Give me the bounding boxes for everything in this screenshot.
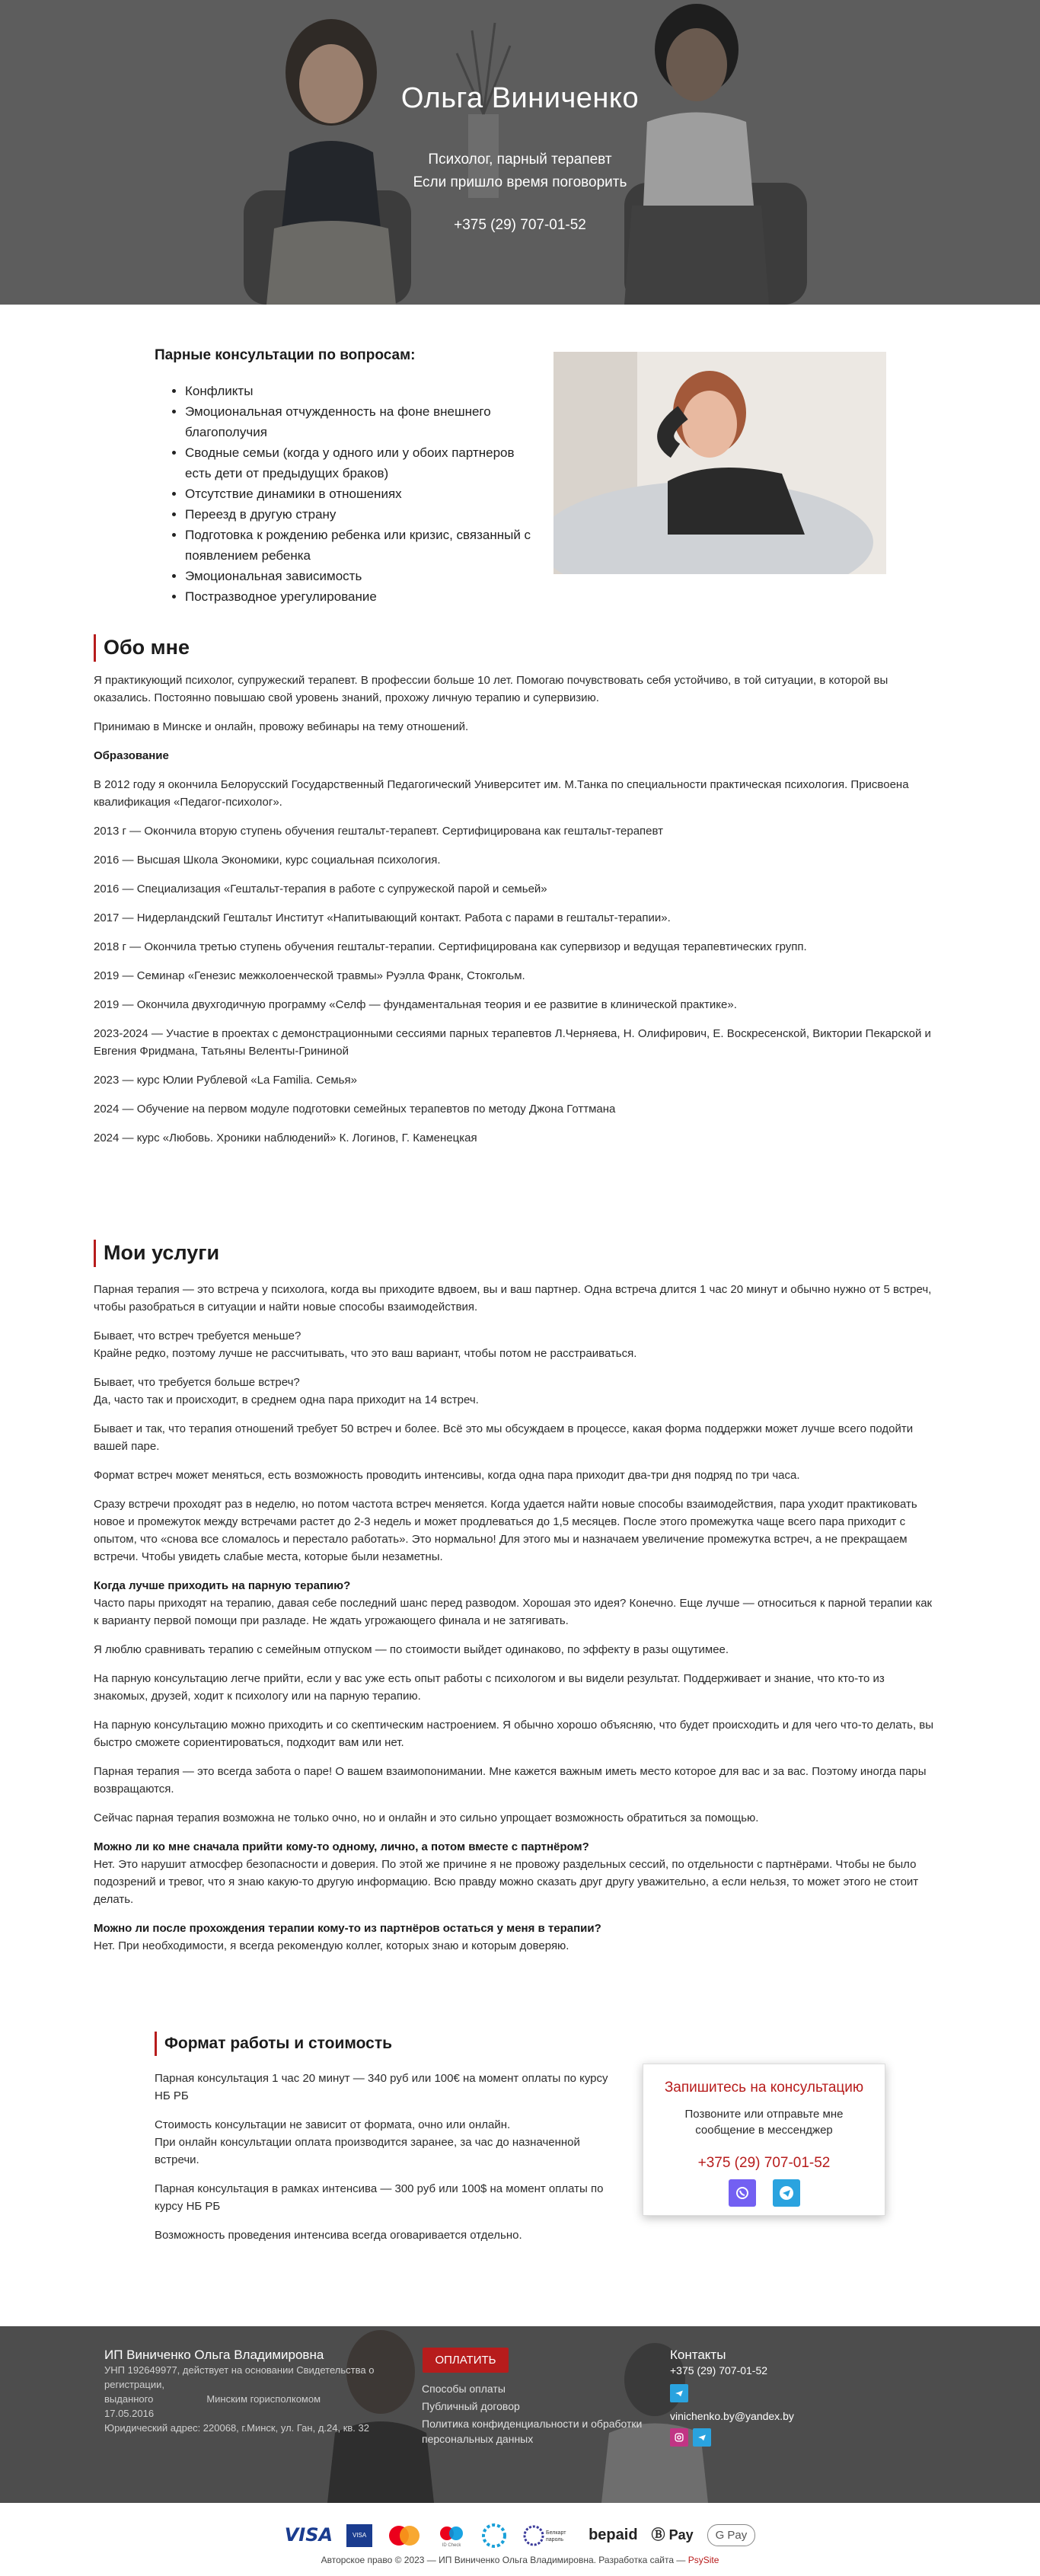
services-faq: Бывает, что встреч требуется меньше? Крайне редко, поэтому лучше не рассчитывать, что это ваш вариант, чтобы потом не расстраиваться. [94,1329,637,1360]
list-item: • Отсутствие динамики в отношениях [185,484,543,504]
list-item: • Сводные семьи (когда у одного или у обоих партнеров есть дети от предыдущих браков) [185,442,543,484]
hero-phone-link[interactable]: +375 (29) 707-01-52 [454,216,586,233]
copyright: Авторское право © 2023 — ИП Виниченко Ольга Владимировна. Разработка сайта — PsySite [321,2555,719,2565]
format-paragraph: Парная консультация 1 час 20 минут — 340 руб или 100€ на момент оплаты по курсу НБ РБ [155,2072,608,2102]
about-text [94,672,939,1158]
consult-title: Парные консультации по вопросам: [155,347,416,363]
telegram-icon[interactable] [693,2428,711,2447]
hero-tagline: Если пришло время поговорить [413,174,627,190]
content-area [0,632,1040,2326]
services-paragraph: Сразу встречи проходят раз в неделю, но потом частота встреч меняется. Когда удается найти новые способы взаимодействия, пара уходит практиковать новое и промежуток между встречами растет до 2-3 недель и может продлеваться до 1,5 месяцев. После этого промежутка чаще всего пара приходит с опытом, что «снова все сломалось и перестало работать». Это нормально! Для этого мы и назначаем увеличение промежутка встреч, а не прекращаем встречи. Чтобы увидеть слабые места, которые были незаметны. [94,1498,917,1563]
svg-text:ID Check: ID Check [442,2542,461,2547]
booking-phone-link[interactable]: +375 (29) 707-01-52 [697,2155,831,2172]
education-item: В 2012 году я окончила Белорусский Государственный Педагогический Университет им. М.Танка по специальности практическая психология. Присвоена квалификация «Педагог-психолог». [94,778,909,809]
footer-company: ИП Виниченко Ольга Владимировна УНП 192649977, действует на основании Свидетельства о регистрации, выданного Минским горисполкомом 17.05.2016 Юридический адрес: 220068, г.Минск, ул. Ган, д.24, кв. 32 [104,2348,375,2434]
education-item: 2019 — Окончила двухгодичную программу «Селф — фундаментальная теория и ее развитие в клинической практике». [94,998,737,1011]
messenger-icons [643,2179,885,2207]
education-item: 2016 — Специализация «Гештальт-терапия в работе с супружеской парой и семьей» [94,883,547,895]
svg-text:пароль: пароль [546,2536,564,2542]
instagram-icon[interactable] [670,2428,688,2447]
format-paragraph: Возможность проведения интенсива всегда оговаривается отдельно. [155,2229,522,2242]
education-item: 2023 — курс Юлии Рублевой «La Familia. Семья» [94,1074,357,1087]
about-location: Принимаю в Минске и онлайн, провожу вебинары на тему отношений. [94,720,469,733]
viber-icon[interactable] [729,2179,756,2207]
hero-subtitle: Психолог, парный терапевт [428,151,612,168]
belkart-internet-logo [522,2522,575,2549]
footer-email[interactable]: vinichenko.by@yandex.by [670,2410,794,2422]
services-text [94,1281,939,1966]
consult-list [185,381,543,607]
booking-card [643,2064,885,2216]
list-item: • Подготовка к рождению ребенка или кризис, связанный с появлением ребенка [185,525,543,566]
payment-logos [0,2521,1040,2549]
pay-logo: Ⓑ Pay [651,2527,694,2542]
hero-content [0,76,1040,236]
services-paragraph: Парная терапия — это встреча у психолога, когда вы приходите вдвоем, вы и ваш партнер. Одна встреча длится 1 час 20 минут и обычно нужно от 5 встреч, чтобы разобраться в ситуации и найти новые способы взаимодействия. [94,1283,932,1314]
consult-section [0,305,1040,632]
education-heading: Образование [94,749,169,762]
telegram-icon[interactable] [670,2384,688,2402]
bepaid-logo: bepaid [589,2527,638,2544]
telegram-icon[interactable] [773,2179,800,2207]
format-paragraph: Стоимость консультации не зависит от формата, очно или онлайн. При онлайн консультации оплата производится заранее, за час до назначенной встречи. [155,2118,580,2166]
developer-link[interactable]: PsySite [687,2555,719,2565]
education-item: 2023-2024 — Участие в проектах с демонстрационными сессиями парных терапевтов Л.Черняева, Н. Олифирович, Е. Воскресенской, Виктории Пекарской и Евгения Фридмана, Татьяны Веленты-Грининой [94,1027,931,1058]
list-item: • Конфликты [185,381,543,401]
education-item: 2017 — Нидерландский Гештальт Институт «Напитывающий контакт. Работа с парами в гештальт-терапии». [94,911,671,924]
education-item: 2024 — курс «Любовь. Хроники наблюдений» К. Логинов, Г. Каменецкая [94,1132,477,1144]
google-pay-logo: G Pay [707,2524,756,2546]
footer-links [422,2381,650,2447]
footer [0,2326,1040,2503]
education-item: 2019 — Семинар «Генезис межколоенческой травмы» Руэлла Франк, Стокгольм. [94,969,525,982]
education-item: 2024 — Обучение на первом модуле подготовки семейных терапевтов по методу Джона Готтмана [94,1103,616,1116]
about-heading: Обо мне [94,632,190,664]
list-item: • Переезд в другую страну [185,504,543,525]
svg-text:Белкарт: Белкарт [546,2530,566,2536]
services-paragraph: Бывает и так, что терапия отношений требует 50 встреч и более. Всё это мы обсуждаем в процессе, какая форма поддержки может лучше всего подойти вашей паре. [94,1422,914,1453]
booking-title: Запишитесь на консультацию [664,2080,864,2096]
pay-button[interactable]: ОПЛАТИТЬ [423,2348,509,2373]
services-paragraph: На парную консультацию можно приходить и со скептическим настроением. Я обычно хорошо объясняю, что будет происходить и для чего что-то делать, вы быстро сможете сориентироваться, подходит вам или нет. [94,1719,934,1749]
services-paragraph: На парную консультацию легче прийти, если у вас уже есть опыт работы с психологом и вы видели результат. Поддерживает и знание, что кто-то из знакомых, друзей, ходит к психологу или на парную терапию. [94,1672,885,1703]
booking-subtitle: Позвоните или отправьте мне сообщение в мессенджер [684,2108,844,2137]
education-item: 2013 г — Окончила вторую ступень обучения гештальт-терапевт. Сертифицирована как гештальт-терапевт [94,825,664,838]
privacy-policy-link[interactable]: Политика конфиденциальности и обработки персональных данных [422,2418,643,2445]
services-faq: Можно ли после прохождения терапии кому-то из партнёров остаться у меня в терапии? Нет. При необходимости, я всегда рекомендую коллег, которых знаю и которым доверяю. [94,1922,601,1952]
mastercard-logo [386,2524,423,2547]
format-text [155,2070,619,2255]
list-item: • Постразводное урегулирование [185,586,543,607]
hero-name: Ольга Виниченко [400,82,640,114]
public-contract-link[interactable]: Публичный договор [422,2400,520,2412]
visa-electron-logo: VISA [346,2524,372,2547]
services-paragraph: Парная терапия — это всегда забота о паре! О вашем взаимопонимании. Мне кажется важным иметь место которое для вас и за вас. Поэтому иногда пары возвращаются. [94,1765,927,1796]
psychologist-photo [553,352,886,574]
maestro-logo [436,2524,467,2547]
payment-methods-link[interactable]: Способы оплаты [422,2383,506,2395]
format-heading: Формат работы и стоимость [155,2032,392,2057]
hero-section [0,0,1040,305]
services-paragraph: Сейчас парная терапия возможна не только очно, но и онлайн и это сильно упрощает возможность обратиться за помощью. [94,1811,759,1824]
visa-logo: VISA [284,2524,333,2546]
services-faq: Когда лучше приходить на парную терапию? Часто пары приходят на терапию, давая себе последний шанс перед разводом. Хорошая это идея? Конечно. Еще лучше — относиться к парной терапии как к варианту первой помощи при разладе. Не ждать угрожающего финала и не затягивать. [94,1579,933,1627]
list-item: • Эмоциональная зависимость [185,566,543,586]
about-intro: Я практикующий психолог, супружеский терапевт. В профессии больше 10 лет. Помогаю почувствовать себя устойчиво, в той ситуации, в которой вы оказались. Постоянно повышаю свой уровень знаний, прохожу личную терапию и супервизию. [94,674,888,704]
payment-logos-section [0,2503,1040,2576]
services-heading: Мои услуги [94,1237,219,1269]
footer-phone[interactable]: +375 (29) 707-01-52 [670,2364,768,2376]
contacts-heading: Контакты [670,2348,726,2362]
services-faq: Можно ли ко мне сначала прийти кому-то одному, лично, а потом вместе с партнёром? Нет. Это нарушит атмосфер безопасности и доверия. По этой же причине я не провожу раздельных сессий, по отдельности с партнёрами. Чтобы не было подозрений и тревог, что я знаю какую-то другую информацию. Всю правду можно сказать друг другу уважительно, а если нельзя, то может этого не стоит делать. [94,1840,919,1906]
services-paragraph: Я люблю сравнивать терапию с семейным отпуском — по стоимости выйдет одинаково, по эффекту в разы ощутимее. [94,1643,729,1656]
belkart-logo [480,2522,508,2549]
services-paragraph: Формат встреч может меняться, есть возможность проводить интенсивы, когда одна пара приходит два-три дня подряд по три часа. [94,1469,800,1482]
list-item: • Эмоциональная отчужденность на фоне внешнего благополучия [185,401,543,442]
education-item: 2018 г — Окончила третью ступень обучения гештальт-терапии. Сертифицирована как супервизор и ведущая терапевтических групп. [94,940,807,953]
education-item: 2016 — Высшая Школа Экономики, курс социальная психология. [94,854,441,867]
footer-contacts [670,2348,860,2447]
services-faq: Бывает, что требуется больше встреч? Да, часто так и происходит, в среднем одна пара приходит на 14 встреч. [94,1376,479,1406]
format-paragraph: Парная консультация в рамках интенсива — 300 руб или 100$ на момент оплаты по курсу НБ РБ [155,2182,604,2213]
